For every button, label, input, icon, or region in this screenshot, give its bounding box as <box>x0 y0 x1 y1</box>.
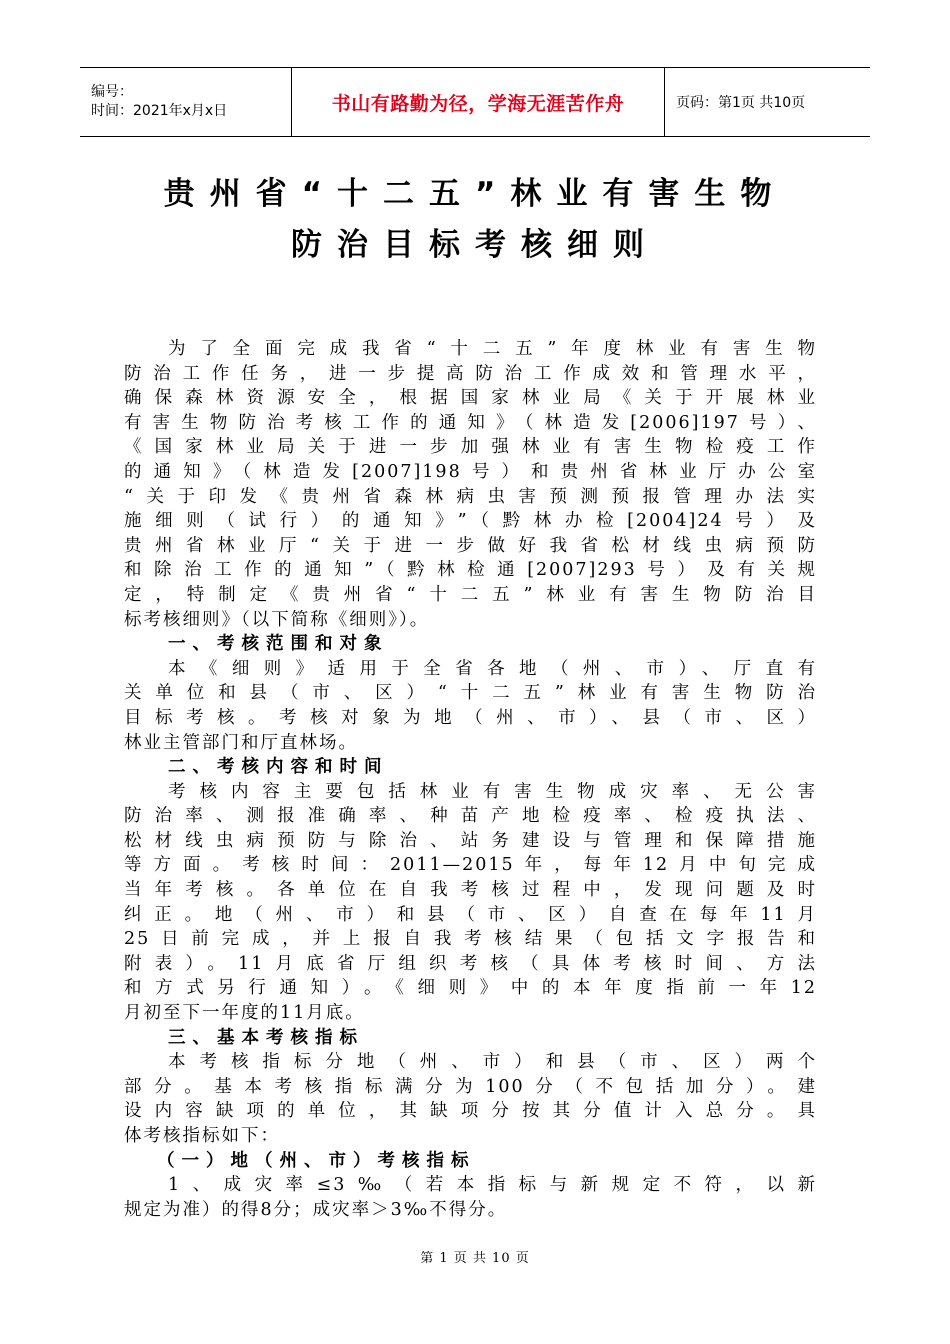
body-line: 本《细则》适用于全省各地（州、市）、厅直有 <box>168 658 817 679</box>
body-line: 防治率、测报准确率、种苗产地检疫率、检疫执法、 <box>124 806 817 827</box>
body-line: 考核内容主要包括林业有害生物成灾率、无公害 <box>168 781 817 802</box>
body-line: 确保森林资源安全，根据国家林业局《关于开展林业 <box>124 388 817 409</box>
body-line: 贵州省林业厅“关于进一步做好我省松材线虫病预防 <box>124 535 817 556</box>
body-line: 和方式另行通知）。《细则》中的本年度指前一年12 <box>124 978 817 999</box>
body-line: 松材线虫病预防与除治、站务建设与管理和保障措施 <box>124 830 817 851</box>
body-line: 标考核细则》（以下简称《细则》）。 <box>124 609 430 630</box>
header-meta <box>80 68 291 136</box>
body-line: 规定为准）的得8分；成灾率＞3‰不得分。 <box>124 1199 508 1220</box>
body-line: 月初至下一年度的11月底。 <box>124 1003 365 1024</box>
document-body <box>124 337 817 1222</box>
document-header <box>80 67 870 137</box>
body-line: 关单位和县（市、区）“十二五”林业有害生物防治 <box>124 683 817 704</box>
body-line: 和除治工作的通知”（黔林检通[2007]293号）及有关规 <box>124 560 817 581</box>
body-line: 林业主管部门和厅直林场。 <box>124 732 358 753</box>
body-line: 当年考核。各单位在自我考核过程中，发现问题及时 <box>124 880 817 901</box>
section-heading-2: 二、考核内容和时间 <box>168 757 389 778</box>
body-line: 设内容缺项的单位，其缺项分按其分值计入总分。具 <box>124 1101 817 1122</box>
body-line: 为了全面完成我省“十二五”年度林业有害生物 <box>168 339 817 359</box>
body-line: 体考核指标如下： <box>124 1126 280 1146</box>
subsection-heading: （一）地（州、市）考核指标 <box>157 1150 476 1171</box>
body-line: 防治工作任务，进一步提高防治工作成效和管理水平， <box>124 363 817 384</box>
section-heading-1: 一、考核范围和对象 <box>168 634 389 655</box>
body-line: 部分。基本考核指标满分为100分（不包括加分）。建 <box>124 1076 817 1097</box>
body-line: 目标考核。考核对象为地（州、市）、县（市、区） <box>124 707 817 728</box>
page-footer: 第 1 页 共 10 页 <box>420 1251 530 1266</box>
body-line: 附表）。11月底省厅组织考核（具体考核时间、方法 <box>124 953 817 974</box>
body-line: 25日前完成，并上报自我考核结果（包括文字报告和 <box>124 929 817 950</box>
body-line: 定，特制定《贵州省“十二五”林业有害生物防治目 <box>124 584 817 605</box>
document-title-line2: 防治目标考核细则 <box>291 227 659 263</box>
body-line: 1、成灾率≤3‰（若本指标与新规定不符，以新 <box>168 1175 817 1196</box>
body-line: 等方面。考核时间：2011—2015年，每年12月中旬完成 <box>124 855 817 876</box>
body-line: 《国家林业局关于进一步加强林业有害生物检疫工作 <box>124 437 817 458</box>
body-line: 的通知》（林造发[2007]198号）和贵州省林业厅办公室 <box>124 461 817 482</box>
header-page-info: 页码：第1页 共10页 <box>676 95 806 111</box>
body-line: 有害生物防治考核工作的通知》（林造发[2006]197号）、 <box>124 412 817 433</box>
body-line: 施细则（试行）的通知》”（黔林办检[2004]24号）及 <box>124 511 817 532</box>
section-heading-3: 三、基本考核指标 <box>168 1027 364 1048</box>
header-motto: 书山有路勤为径，学海无涯苦作舟 <box>291 68 665 136</box>
time-label: 时间：2021年x月x日 <box>91 103 228 119</box>
document-title-line1: 贵州省“十二五”林业有害生物 <box>163 176 787 212</box>
body-line: 纠正。地（州、市）和县（市、区）自查在每年11月 <box>124 904 817 925</box>
body-line: “关于印发《贵州省森林病虫害预测预报管理办法实 <box>124 486 817 507</box>
number-label: 编号： <box>91 84 133 100</box>
body-line: 本考核指标分地（州、市）和县（市、区）两个 <box>168 1052 817 1073</box>
